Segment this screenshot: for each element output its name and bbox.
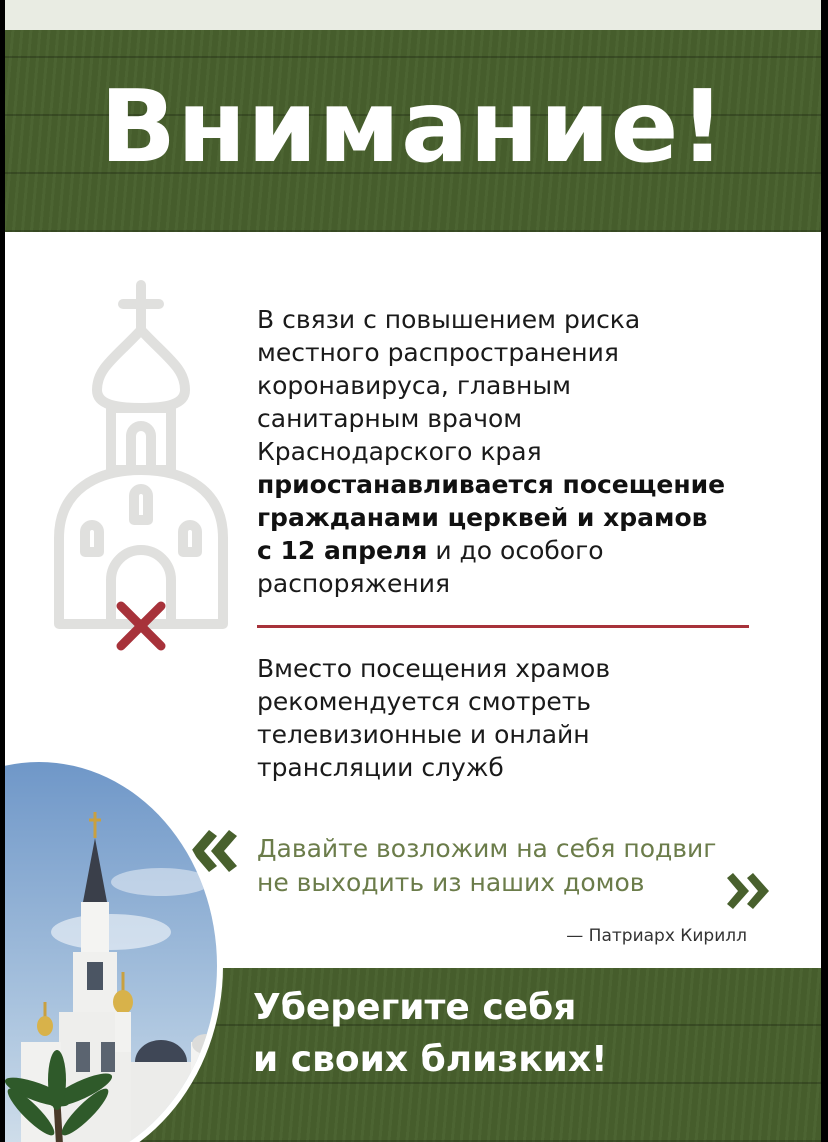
notice-line-tail: и до особого	[427, 536, 604, 565]
church-icon	[45, 280, 245, 660]
header-top-edge	[5, 0, 821, 30]
recommendation-line: телевизионные и онлайн	[257, 720, 590, 749]
notice-line: Краснодарского края	[257, 437, 542, 466]
notice-line: коронавируса, главным	[257, 371, 571, 400]
quote-text	[257, 832, 747, 900]
quote-line: не выходить из наших домов	[257, 868, 645, 897]
footer-line: Уберегите себя	[253, 987, 577, 1028]
page-title: Внимание!	[99, 68, 727, 185]
notice-line: санитарным врачом	[257, 404, 523, 433]
quote-line: Давайте возложим на себя подвиг	[257, 834, 717, 863]
divider	[257, 625, 749, 628]
recommendation-paragraph	[257, 652, 767, 784]
notice-line: В связи с повышением риска	[257, 305, 641, 334]
poster	[5, 0, 821, 1142]
quote-close-icon	[727, 870, 775, 912]
notice-date: с 12 апреля	[257, 536, 428, 565]
church-photo	[5, 762, 217, 1142]
recommendation-line: Вместо посещения храмов	[257, 654, 611, 683]
notice-paragraph	[257, 303, 767, 600]
footer-slogan	[253, 982, 813, 1086]
header-band	[5, 0, 821, 232]
notice-bold-line: гражданами церквей и храмов	[257, 503, 708, 532]
footer-line: и своих близких!	[253, 1039, 608, 1080]
notice-line: местного распространения	[257, 338, 619, 367]
quote-author: — Патриарх Кирилл	[566, 926, 747, 946]
church-photo-frame	[5, 756, 223, 1142]
recommendation-line: трансляции служб	[257, 753, 504, 782]
recommendation-line: рекомендуется смотреть	[257, 687, 591, 716]
notice-bold-line: приостанавливается посещение	[257, 470, 726, 499]
notice-line: распоряжения	[257, 569, 451, 598]
